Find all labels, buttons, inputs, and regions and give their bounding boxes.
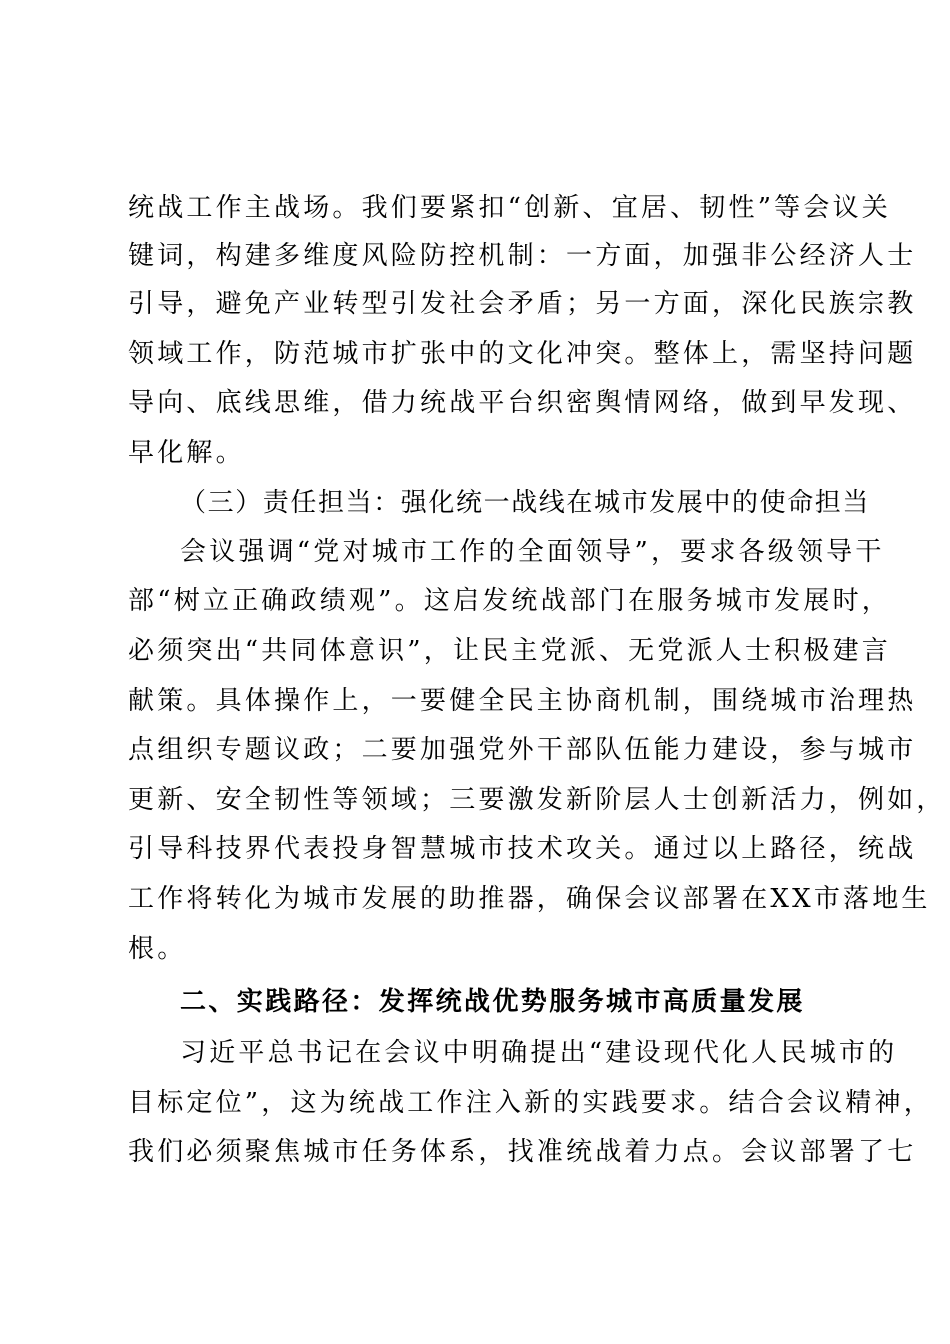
paragraph-2-line-7: 引导科技界代表投身智慧城市技术攻关。通过以上路径，统战	[128, 834, 917, 864]
paragraph-1-line-6: 早化解。	[128, 438, 245, 468]
paragraph-1-line-1: 统战工作主战场。我们要紧扣“创新、宜居、韧性”等会议关	[128, 193, 891, 223]
paragraph-3-line-2: 目标定位”，这为统战工作注入新的实践要求。结合会议精神，	[128, 1088, 933, 1118]
paragraph-3-line-1: 习近平总书记在会议中明确提出“建设现代化人民城市的	[180, 1038, 898, 1068]
paragraph-2-line-6: 更新、安全韧性等领域；三要激发新阶层人士创新活力，例如，	[128, 785, 946, 815]
paragraph-1-line-2: 键词，构建多维度风险防控机制：一方面，加强非公经济人士	[128, 241, 917, 271]
paragraph-2-line-9: 根。	[128, 934, 187, 964]
paragraph-1-line-3: 引导，避免产业转型引发社会矛盾；另一方面，深化民族宗教	[128, 289, 917, 319]
subheading-3: （三）责任担当：强化统一战线在城市发展中的使命担当	[180, 488, 871, 518]
paragraph-2-line-2: 部“树立正确政绩观”。这启发统战部门在服务城市发展时，	[128, 586, 891, 616]
paragraph-2-line-3: 必须突出“共同体意识”，让民主党派、无党派人士积极建言	[128, 636, 891, 666]
paragraph-2-line-1: 会议强调“党对城市工作的全面领导”，要求各级领导干	[180, 537, 885, 567]
paragraph-2-line-8: 工作将转化为城市发展的助推器，确保会议部署在XX市落地生	[128, 884, 931, 914]
paragraph-3-line-3: 我们必须聚焦城市任务体系，找准统战着力点。会议部署了七	[128, 1137, 917, 1167]
paragraph-1-line-4: 领域工作，防范城市扩张中的文化冲突。整体上，需坚持问题	[128, 339, 917, 369]
paragraph-1-line-5: 导向、底线思维，借力统战平台织密舆情网络，做到早发现、	[128, 388, 917, 418]
heading-2: 二、实践路径：发挥统战优势服务城市高质量发展	[180, 987, 805, 1017]
paragraph-2-line-5: 点组织专题议政；二要加强党外干部队伍能力建设，参与城市	[128, 735, 917, 765]
paragraph-2-line-4: 献策。具体操作上，一要健全民主协商机制，围绕城市治理热	[128, 686, 917, 716]
